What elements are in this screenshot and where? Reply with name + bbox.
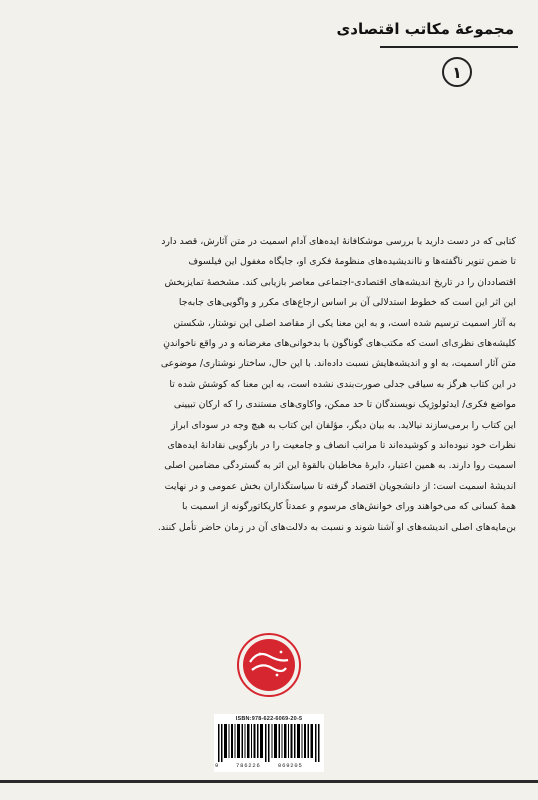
- title-underline: [380, 46, 518, 48]
- blurb-line: بن‌مایه‌های اصلی اندیشه‌های او آشنا شوند و نسبت به دلالت‌های آن در زمان حاضر تأمل کنند.: [157, 521, 516, 533]
- blurb-line: کلیشه‌های نظری‌ای است که مکتب‌های گوناگون با بدخوانی‌های مغرضانه و در واقع ناخواندنِ: [163, 338, 516, 350]
- series-number-badge: ۱: [442, 57, 472, 87]
- blurb-line: این اثر این است که خطوط استدلالی آن بر اساس ارجاع‌های مکرر و واگویی‌های جابه‌جا: [178, 297, 516, 309]
- blurb-line: در این کتاب هرگز به سیاقی جدلی صورت‌بندی نشده است، به این معنا که کوشش شده تا: [169, 378, 516, 390]
- blurb-line: تا ضمن تنویر ناگفته‌ها و نااندیشیده‌های منظومهٔ فکری او، جایگاه مغفول این فیلسوف: [188, 256, 516, 268]
- barcode-digit-lead: 9: [215, 762, 219, 769]
- blurb-line: نظرات خود نبوده‌اند و کوشیده‌اند تا مراتب انصاف و جامعیت را در بازگویی نقادانهٔ ایده‌های: [167, 440, 516, 452]
- blurb-line: کتابی که در دست دارید با بررسی موشکافانهٔ ایده‌های آدام اسمیت در متن آثارش، قصد دارد: [161, 236, 516, 247]
- blurb-line: اقتصاددان را در تاریخ اندیشه‌های اقتصادی-اجتماعی معاصر بازیابی کند. مشخصهٔ تمایزبخش: [164, 276, 516, 288]
- barcode-bars-icon: [218, 724, 320, 762]
- blurb-line: به آثار اسمیت ترسیم شده است، و به این معنا یکی از مقاصد اصلی این نوشتار، شکستن: [173, 317, 516, 329]
- publisher-logo-icon: [236, 632, 302, 698]
- bottom-border: [0, 780, 538, 783]
- blurb-line: این کتاب را برمی‌سازند نیالاید. به بیان دیگر، مؤلفان این کتاب به هیچ وجه در سودای ابراز: [170, 419, 516, 431]
- series-title: مجموعهٔ مکاتب اقتصادی: [336, 20, 514, 38]
- blurb-line: همهٔ کسانی که می‌خواهند ورای خوانش‌های مرسوم و عمدتاً کاریکاتورگونه از اسمیت با: [181, 501, 516, 513]
- barcode-digits: [214, 762, 324, 770]
- blurb-line: اسمیت روا دارند. به همین اعتبار، دایرهٔ مخاطبان بالقوهٔ این اثر به گستردگی مضامین اصلی: [164, 460, 516, 472]
- isbn-barcode: [214, 714, 324, 772]
- blurb-line: اندیشهٔ اسمیت است: از دانشجویان اقتصاد گرفته تا سیاستگذاران بخش عمومی و در نهایت: [164, 480, 516, 492]
- barcode-digit-group-2: 069205: [278, 762, 303, 769]
- barcode-digit-group-1: 786226: [236, 762, 261, 769]
- blurb-line: مواضع فکری/ ایدئولوژیک نویسندگان تا حد ممکن، واکاوی‌های مستندی را که ارکان تبیینی: [173, 399, 516, 411]
- back-cover-blurb: [24, 232, 516, 538]
- blurb-line: متن آثار اسمیت، به او و اندیشه‌هایش نسبت داده‌اند. با این حال، ساختار نوشتاری/ موضوعی: [160, 358, 516, 370]
- isbn-label: ISBN:978-622-6069-20-5: [235, 716, 303, 722]
